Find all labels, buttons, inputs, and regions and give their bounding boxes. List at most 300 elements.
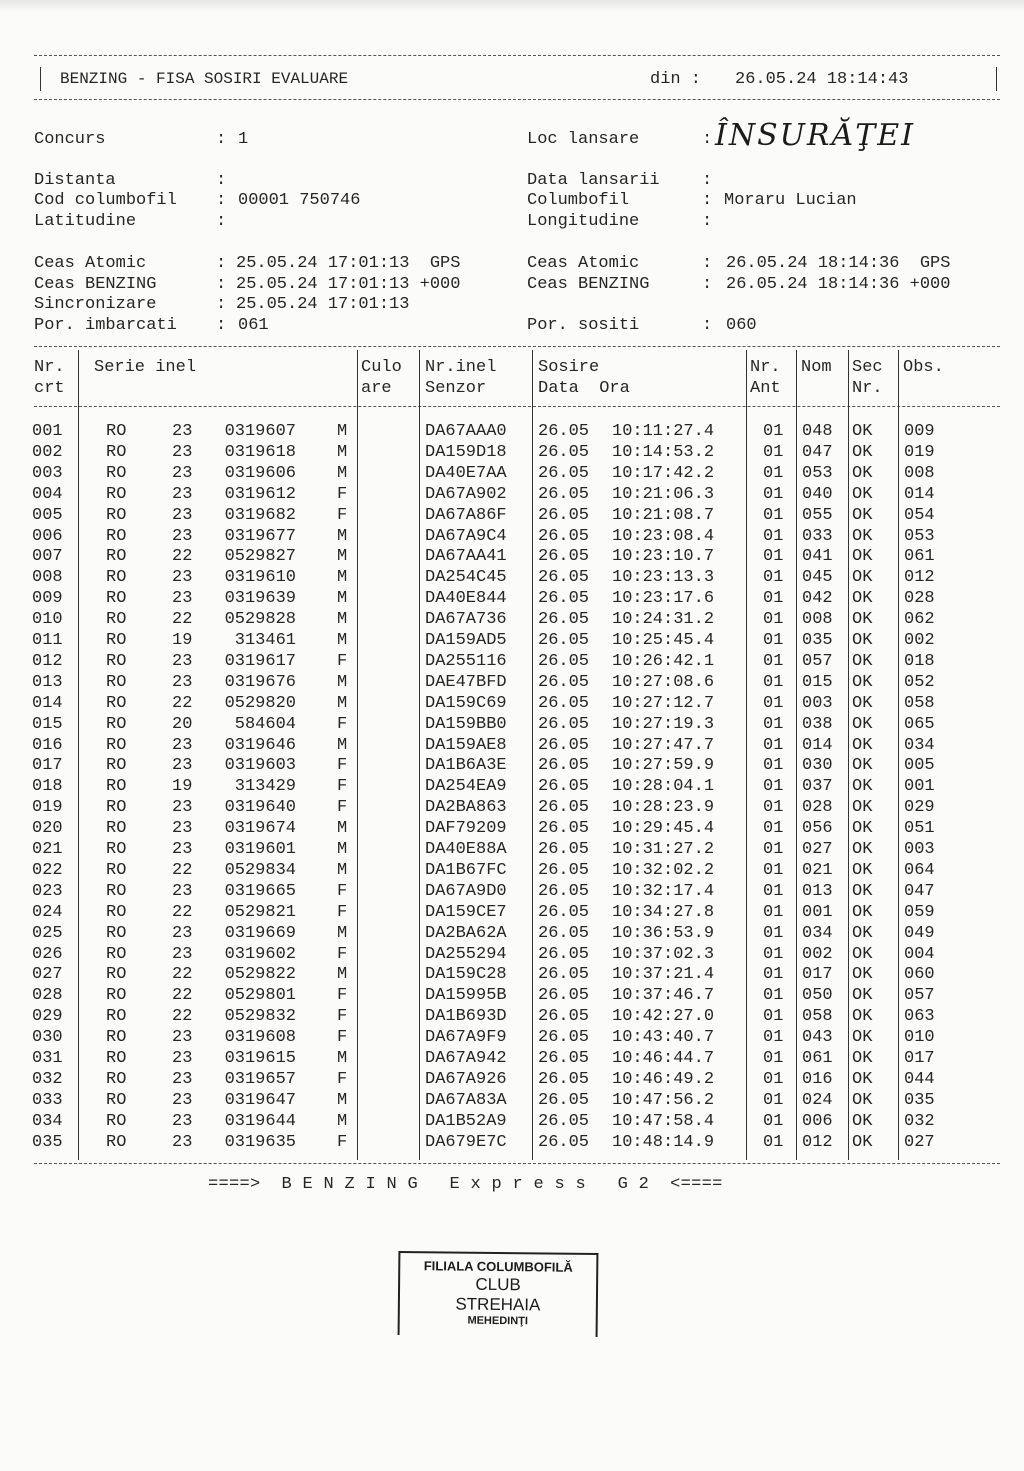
cell-sensor: DA159C69 xyxy=(425,693,507,713)
cell-ring: 0319644 xyxy=(224,1111,296,1131)
loc-lansare-handwritten: ÎNSURĂŢEI xyxy=(715,118,915,153)
cell-country: RO xyxy=(106,714,127,734)
cell-ant: 01 xyxy=(763,840,784,859)
distanta-label: Distanta xyxy=(34,171,116,190)
cell-time: 10:28:04.1 xyxy=(612,777,715,797)
device-footer: ====> B E N Z I N G E x p r e s s G 2 <==== xyxy=(208,1175,723,1194)
cell-sensor: DA254EA9 xyxy=(425,777,507,797)
columbofil-value: Moraru Lucian xyxy=(724,191,857,210)
cell-nr: 005 xyxy=(32,505,63,525)
cell-nr: 006 xyxy=(32,526,63,546)
ceas-atomic-label: Ceas Atomic xyxy=(34,254,147,273)
cell-ant: 01 xyxy=(763,965,784,985)
cell-nr: 019 xyxy=(32,798,63,818)
cell-year: 19 xyxy=(172,631,193,650)
columbofil-label: Columbofil xyxy=(527,191,630,210)
cell-nom: 053 xyxy=(802,463,833,483)
cell-sex: M xyxy=(337,526,348,546)
cell-sex: F xyxy=(337,484,348,504)
cell-sensor: DA2BA62A xyxy=(425,923,507,943)
cell-sec: OK xyxy=(852,589,873,609)
cell-obs: 002 xyxy=(904,631,935,650)
cell-ring: 584604 xyxy=(234,714,296,734)
cell-sec: OK xyxy=(852,1111,873,1131)
cell-sensor: DA1B67FC xyxy=(425,860,507,880)
cell-sex: M xyxy=(337,568,348,588)
cell-time: 10:46:49.2 xyxy=(612,1069,715,1089)
cell-obs: 062 xyxy=(904,610,935,630)
cell-date: 26.05 xyxy=(538,923,590,943)
cell-sec: OK xyxy=(852,1069,873,1089)
cell-sec: OK xyxy=(852,610,873,630)
cell-nom: 006 xyxy=(802,1111,833,1131)
cell-sex: F xyxy=(337,1007,348,1027)
cell-sex: M xyxy=(337,422,348,441)
cell-time: 10:11:27.4 xyxy=(612,422,715,441)
cell-sec: OK xyxy=(852,672,873,692)
th-sec: Sec xyxy=(852,358,883,377)
cell-sex: F xyxy=(337,756,348,776)
cell-nr: 003 xyxy=(32,463,63,483)
cell-nom: 028 xyxy=(802,798,833,818)
cod-columbofil-colon: : xyxy=(216,191,227,210)
cell-year: 23 xyxy=(172,1111,193,1131)
cell-country: RO xyxy=(106,1069,127,1089)
cell-ant: 01 xyxy=(763,1007,784,1027)
stamp-line-1: FILIALA COLUMBOFILĂ xyxy=(423,1258,573,1275)
cell-ring: 0319610 xyxy=(224,568,296,588)
col-sep-nom xyxy=(848,350,849,1160)
cell-time: 10:43:40.7 xyxy=(612,1028,715,1048)
th-nr: Nr. xyxy=(34,358,65,377)
cell-obs: 010 xyxy=(904,1028,935,1048)
cell-sec: OK xyxy=(852,944,873,964)
cell-ring: 0319676 xyxy=(224,672,296,692)
cell-nr: 013 xyxy=(32,672,63,692)
ceas-atomic-end-label: Ceas Atomic xyxy=(527,254,640,273)
cell-ant: 01 xyxy=(763,526,784,546)
cell-time: 10:48:14.9 xyxy=(612,1132,715,1152)
cell-nom: 017 xyxy=(802,965,833,985)
ceas-atomic-end: 26.05.24 18:14:36 GPS xyxy=(726,254,951,273)
cell-ant: 01 xyxy=(763,735,784,755)
cell-nr: 007 xyxy=(32,547,63,567)
cell-sensor: DA40E844 xyxy=(425,589,507,609)
cell-year: 22 xyxy=(172,860,193,880)
header-bottom-rule xyxy=(34,99,1000,100)
cell-ant: 01 xyxy=(763,756,784,776)
cell-sec: OK xyxy=(852,526,873,546)
th-senzor: Senzor xyxy=(425,379,487,398)
ceas-benzing-label: Ceas BENZING xyxy=(34,275,157,294)
cell-date: 26.05 xyxy=(538,422,590,441)
cell-sec: OK xyxy=(852,1028,873,1048)
cell-ant: 01 xyxy=(763,1049,784,1068)
cell-obs: 032 xyxy=(904,1111,935,1131)
por-sositi-colon: : xyxy=(702,316,713,335)
cell-sec: OK xyxy=(852,505,873,525)
cell-ring: 0319639 xyxy=(224,589,296,609)
th-serie-inel: Serie inel xyxy=(94,358,197,377)
cell-obs: 049 xyxy=(904,923,935,943)
cell-time: 10:29:45.4 xyxy=(612,819,715,839)
cell-nom: 008 xyxy=(802,610,833,630)
cell-ant: 01 xyxy=(763,589,784,609)
cell-date: 26.05 xyxy=(538,672,590,692)
cell-year: 23 xyxy=(172,1090,193,1110)
cell-country: RO xyxy=(106,610,127,630)
cell-date: 26.05 xyxy=(538,777,590,797)
cell-year: 22 xyxy=(172,1007,193,1027)
cell-time: 10:37:02.3 xyxy=(612,944,715,964)
distanta-colon: : xyxy=(216,171,227,190)
cell-sensor: DA67A736 xyxy=(425,610,507,630)
cell-year: 22 xyxy=(172,547,193,567)
cell-time: 10:36:53.9 xyxy=(612,923,715,943)
cell-sec: OK xyxy=(852,1132,873,1152)
cell-nr: 034 xyxy=(32,1111,63,1131)
cell-obs: 035 xyxy=(904,1090,935,1110)
cell-ant: 01 xyxy=(763,777,784,797)
cell-ant: 01 xyxy=(763,1069,784,1089)
cell-obs: 053 xyxy=(904,526,935,546)
cell-nr: 002 xyxy=(32,442,63,462)
cell-ant: 01 xyxy=(763,547,784,567)
cell-sec: OK xyxy=(852,1090,873,1110)
cell-sex: M xyxy=(337,547,348,567)
cell-ring: 0529820 xyxy=(224,693,296,713)
cell-sex: M xyxy=(337,610,348,630)
club-stamp xyxy=(398,1251,599,1337)
cell-nr: 001 xyxy=(32,422,63,441)
cell-year: 20 xyxy=(172,714,193,734)
cell-country: RO xyxy=(106,526,127,546)
cell-country: RO xyxy=(106,756,127,776)
cell-sex: M xyxy=(337,1090,348,1110)
cell-nom: 001 xyxy=(802,902,833,922)
col-sep-nr xyxy=(78,350,79,1160)
cell-date: 26.05 xyxy=(538,610,590,630)
cod-columbofil-label: Cod columbofil xyxy=(34,191,177,210)
cell-sec: OK xyxy=(852,693,873,713)
cell-sex: M xyxy=(337,1111,348,1131)
cell-sex: M xyxy=(337,860,348,880)
cell-nom: 003 xyxy=(802,693,833,713)
cell-date: 26.05 xyxy=(538,463,590,483)
data-lansarii-colon: : xyxy=(702,171,713,190)
cell-sensor: DA159C28 xyxy=(425,965,507,985)
cell-sec: OK xyxy=(852,463,873,483)
cell-ring: 0319682 xyxy=(224,505,296,525)
cell-nr: 012 xyxy=(32,651,63,671)
th-nom: Nom xyxy=(801,358,832,377)
cell-nom: 061 xyxy=(802,1049,833,1068)
th-data-ora: Data Ora xyxy=(538,379,630,398)
cell-sex: M xyxy=(337,923,348,943)
cell-time: 10:47:56.2 xyxy=(612,1090,715,1110)
cell-ring: 0319612 xyxy=(224,484,296,504)
cell-country: RO xyxy=(106,1132,127,1152)
cell-ring: 0319602 xyxy=(224,944,296,964)
cell-ant: 01 xyxy=(763,1132,784,1152)
cell-nr: 009 xyxy=(32,589,63,609)
cell-sensor: DA1B52A9 xyxy=(425,1111,507,1131)
cell-sec: OK xyxy=(852,735,873,755)
cell-year: 23 xyxy=(172,568,193,588)
cell-year: 23 xyxy=(172,798,193,818)
sincronizare-value: 25.05.24 17:01:13 xyxy=(236,295,410,314)
cell-nom: 048 xyxy=(802,422,833,441)
cell-nr: 024 xyxy=(32,902,63,922)
cell-year: 22 xyxy=(172,986,193,1006)
cell-sex: F xyxy=(337,505,348,525)
cell-nom: 027 xyxy=(802,840,833,859)
cell-nr: 017 xyxy=(32,756,63,776)
cell-year: 23 xyxy=(172,756,193,776)
cell-ant: 01 xyxy=(763,944,784,964)
cell-time: 10:37:21.4 xyxy=(612,965,715,985)
cell-nom: 045 xyxy=(802,568,833,588)
cell-obs: 003 xyxy=(904,840,935,859)
cell-sensor: DA67A9F9 xyxy=(425,1028,507,1048)
cell-year: 23 xyxy=(172,881,193,901)
por-imbarcati-colon: : xyxy=(216,316,227,335)
cell-sensor: DA1B6A3E xyxy=(425,756,507,776)
cell-ant: 01 xyxy=(763,672,784,692)
ceas-benzing-end-colon: : xyxy=(702,275,713,294)
cell-nr: 015 xyxy=(32,714,63,734)
cell-time: 10:31:27.2 xyxy=(612,840,715,859)
cell-sex: M xyxy=(337,631,348,650)
cell-country: RO xyxy=(106,589,127,609)
cell-date: 26.05 xyxy=(538,714,590,734)
cell-nom: 043 xyxy=(802,1028,833,1048)
cell-date: 26.05 xyxy=(538,631,590,650)
por-sositi-value: 060 xyxy=(726,316,757,335)
cell-year: 23 xyxy=(172,1028,193,1048)
cell-ant: 01 xyxy=(763,568,784,588)
cell-country: RO xyxy=(106,693,127,713)
cell-time: 10:27:47.7 xyxy=(612,735,715,755)
cell-nr: 031 xyxy=(32,1049,63,1068)
col-sep-culoare xyxy=(419,350,420,1160)
cell-year: 23 xyxy=(172,422,193,441)
report-date-label: din : xyxy=(650,70,702,89)
ceas-atomic-end-colon: : xyxy=(702,254,713,273)
cell-time: 10:37:46.7 xyxy=(612,986,715,1006)
cell-country: RO xyxy=(106,881,127,901)
cell-sex: F xyxy=(337,986,348,1006)
cell-ant: 01 xyxy=(763,1111,784,1131)
cell-ring: 0529827 xyxy=(224,547,296,567)
cell-date: 26.05 xyxy=(538,944,590,964)
cell-ant: 01 xyxy=(763,422,784,441)
ceas-atomic-colon: : xyxy=(216,254,227,273)
cell-obs: 001 xyxy=(904,777,935,797)
cell-time: 10:25:45.4 xyxy=(612,631,715,650)
cell-country: RO xyxy=(106,505,127,525)
cell-obs: 028 xyxy=(904,589,935,609)
th-nr-ant: Nr. xyxy=(750,358,781,377)
cell-sec: OK xyxy=(852,422,873,441)
longitudine-colon: : xyxy=(702,212,713,231)
cell-sex: F xyxy=(337,1069,348,1089)
cell-sec: OK xyxy=(852,902,873,922)
cell-nom: 002 xyxy=(802,944,833,964)
table-bottom-rule xyxy=(34,1163,1000,1164)
cell-time: 10:27:12.7 xyxy=(612,693,715,713)
cell-date: 26.05 xyxy=(538,1028,590,1048)
cell-sensor: DA679E7C xyxy=(425,1132,507,1152)
cell-obs: 008 xyxy=(904,463,935,483)
cell-sex: M xyxy=(337,965,348,985)
cell-nom: 038 xyxy=(802,714,833,734)
cell-ring: 0529828 xyxy=(224,610,296,630)
cell-nr: 004 xyxy=(32,484,63,504)
cell-ant: 01 xyxy=(763,631,784,650)
cell-nr: 025 xyxy=(32,923,63,943)
cell-ring: 0319617 xyxy=(224,651,296,671)
cell-obs: 034 xyxy=(904,735,935,755)
cell-country: RO xyxy=(106,944,127,964)
por-sositi-label: Por. sositi xyxy=(527,316,640,335)
cell-year: 23 xyxy=(172,589,193,609)
cell-sec: OK xyxy=(852,777,873,797)
cell-obs: 051 xyxy=(904,819,935,839)
loc-lansare-colon: : xyxy=(702,130,713,149)
cell-ring: 0319608 xyxy=(224,1028,296,1048)
stamp-line-2: CLUB xyxy=(475,1274,521,1295)
cell-sex: M xyxy=(337,735,348,755)
header-top-rule xyxy=(34,55,1000,56)
th-nr-inel: Nr.inel xyxy=(425,358,497,377)
cell-nr: 018 xyxy=(32,777,63,797)
col-sep-ant xyxy=(796,350,797,1160)
cell-date: 26.05 xyxy=(538,986,590,1006)
cell-year: 23 xyxy=(172,1069,193,1089)
cell-country: RO xyxy=(106,902,127,922)
cell-year: 22 xyxy=(172,965,193,985)
cell-nr: 035 xyxy=(32,1132,63,1152)
concurs-label: Concurs xyxy=(34,130,106,149)
cell-date: 26.05 xyxy=(538,881,590,901)
cell-nr: 016 xyxy=(32,735,63,755)
cell-ant: 01 xyxy=(763,902,784,922)
cell-sec: OK xyxy=(852,631,873,650)
cell-nom: 047 xyxy=(802,442,833,462)
cell-ring: 0319618 xyxy=(224,442,296,462)
cell-country: RO xyxy=(106,1049,127,1068)
cell-ring: 0319646 xyxy=(224,735,296,755)
cell-year: 22 xyxy=(172,693,193,713)
cell-sensor: DA255116 xyxy=(425,651,507,671)
cell-date: 26.05 xyxy=(538,965,590,985)
cell-ant: 01 xyxy=(763,860,784,880)
report-title: BENZING - FISA SOSIRI EVALUARE xyxy=(60,70,349,88)
cell-obs: 064 xyxy=(904,860,935,880)
cell-sensor: DA67A902 xyxy=(425,484,507,504)
cell-sec: OK xyxy=(852,442,873,462)
cell-year: 22 xyxy=(172,902,193,922)
cell-obs: 012 xyxy=(904,568,935,588)
th-sosire: Sosire xyxy=(538,358,600,377)
cell-ant: 01 xyxy=(763,442,784,462)
cell-sec: OK xyxy=(852,1049,873,1068)
cell-nom: 041 xyxy=(802,547,833,567)
cell-sec: OK xyxy=(852,651,873,671)
cell-sec: OK xyxy=(852,798,873,818)
cell-sensor: DA1B693D xyxy=(425,1007,507,1027)
cell-country: RO xyxy=(106,651,127,671)
cell-nr: 030 xyxy=(32,1028,63,1048)
cell-obs: 060 xyxy=(904,965,935,985)
cell-date: 26.05 xyxy=(538,442,590,462)
cell-obs: 017 xyxy=(904,1049,935,1068)
cell-ring: 0319657 xyxy=(224,1069,296,1089)
cell-year: 23 xyxy=(172,672,193,692)
cell-sex: F xyxy=(337,777,348,797)
cell-time: 10:28:23.9 xyxy=(612,798,715,818)
cell-sec: OK xyxy=(852,986,873,1006)
cell-date: 26.05 xyxy=(538,840,590,859)
cell-ring: 0529822 xyxy=(224,965,296,985)
cell-sec: OK xyxy=(852,965,873,985)
cell-sensor: DA159AD5 xyxy=(425,631,507,650)
cell-year: 23 xyxy=(172,1049,193,1068)
cell-time: 10:26:42.1 xyxy=(612,651,715,671)
cell-time: 10:46:44.7 xyxy=(612,1049,715,1068)
cell-ring: 0319674 xyxy=(224,819,296,839)
cell-nr: 023 xyxy=(32,881,63,901)
cell-time: 10:32:02.2 xyxy=(612,860,715,880)
ceas-benzing-end-label: Ceas BENZING xyxy=(527,275,650,294)
cell-sec: OK xyxy=(852,1007,873,1027)
cell-ant: 01 xyxy=(763,505,784,525)
cell-date: 26.05 xyxy=(538,568,590,588)
cell-country: RO xyxy=(106,1111,127,1131)
cell-sensor: DA2BA863 xyxy=(425,798,507,818)
header-left-border xyxy=(40,67,41,91)
cell-sec: OK xyxy=(852,714,873,734)
cell-obs: 019 xyxy=(904,442,935,462)
cell-date: 26.05 xyxy=(538,1049,590,1068)
cell-country: RO xyxy=(106,631,127,650)
cell-obs: 027 xyxy=(904,1132,935,1152)
cell-ant: 01 xyxy=(763,484,784,504)
cell-sec: OK xyxy=(852,923,873,943)
cell-obs: 005 xyxy=(904,756,935,776)
cell-nr: 026 xyxy=(32,944,63,964)
cell-nr: 020 xyxy=(32,819,63,839)
cell-date: 26.05 xyxy=(538,484,590,504)
stamp-line-4: MEHEDINŢI xyxy=(467,1314,529,1328)
col-sep-serie xyxy=(357,350,358,1160)
cell-nr: 021 xyxy=(32,840,63,859)
concurs-colon: : xyxy=(216,130,227,149)
cell-time: 10:27:19.3 xyxy=(612,714,715,734)
cell-sex: M xyxy=(337,840,348,859)
cell-country: RO xyxy=(106,923,127,943)
cell-nom: 021 xyxy=(802,860,833,880)
cell-sensor: DAF79209 xyxy=(425,819,507,839)
cell-nr: 028 xyxy=(32,986,63,1006)
cell-sensor: DA67A9D0 xyxy=(425,881,507,901)
cell-ant: 01 xyxy=(763,986,784,1006)
th-are: are xyxy=(361,379,392,398)
th-sec-nr: Nr. xyxy=(852,379,883,398)
cell-nom: 050 xyxy=(802,986,833,1006)
cell-time: 10:23:10.7 xyxy=(612,547,715,567)
